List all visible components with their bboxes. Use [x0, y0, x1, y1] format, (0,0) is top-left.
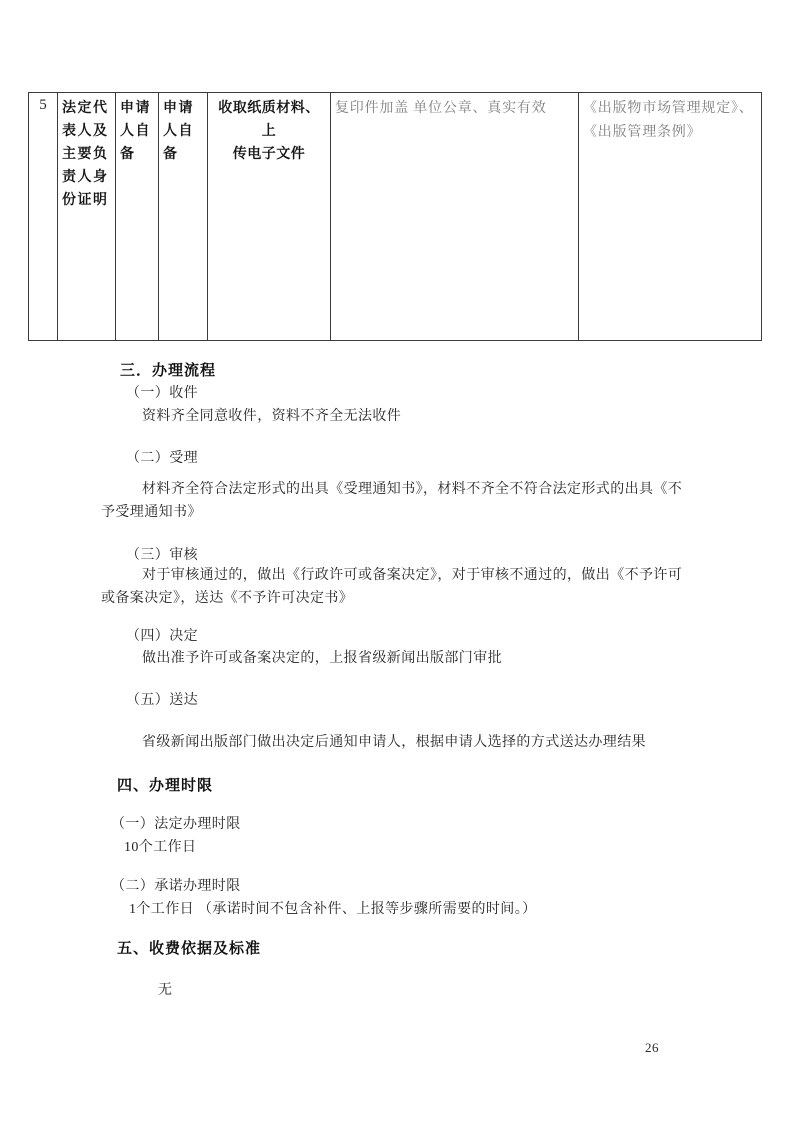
step-3-desc-line2: 或备案决定》，送达《不予许可决定书》 — [101, 591, 354, 606]
step-3-desc-line1: 对于审核通过的，做出《行政许可或备案决定》，对于审核不通过的，做出《不予许可 — [142, 568, 683, 583]
table-cell-requirement: 复印件加盖 单位公章、真实有效 — [331, 93, 579, 340]
step-2-label: （二）受理 — [126, 451, 198, 466]
collect-method-line1: 收取纸质材料、上 — [218, 99, 320, 138]
materials-table — [28, 92, 762, 341]
step-1-label: （一）收件 — [126, 386, 198, 401]
step-5-desc: 省级新闻出版部门做出决定后通知申请人，根据申请人选择的方式送达办理结果 — [142, 735, 646, 750]
section-5-title: 五、收费依据及标准 — [117, 940, 262, 957]
legal-time-limit-value: 10个工作日 — [124, 840, 197, 855]
step-2-desc-line2: 予受理通知书》 — [101, 505, 202, 520]
page-number: 26 — [645, 1040, 659, 1055]
table-cell-source-1: 申请人自备 — [116, 93, 159, 340]
table-cell-collect-method — [208, 93, 331, 340]
step-3-label: （三）审核 — [126, 548, 198, 563]
table-cell-legal-basis — [579, 93, 761, 340]
step-1-desc: 资料齐全同意收件，资料不齐全无法收件 — [142, 409, 402, 424]
step-5-label: （五）送达 — [126, 693, 198, 708]
promised-time-limit-label: （二）承诺办理时限 — [111, 879, 241, 894]
promised-time-limit-value: 1个工作日 （承诺时间不包含补件、上报等步骤所需要的时间。） — [129, 902, 537, 917]
legal-time-limit-label: （一）法定办理时限 — [111, 817, 241, 832]
fees-value: 无 — [158, 983, 173, 998]
table-cell-material-name: 法定代表人及主要负责人身份证明 — [58, 93, 116, 340]
legal-basis-line2: 《出版管理条例》 — [583, 125, 702, 140]
step-4-label: （四）决定 — [126, 629, 198, 644]
legal-basis-line1: 《出版物市场管理规定》、 — [583, 101, 754, 116]
section-4-title: 四、办理时限 — [117, 777, 214, 794]
table-cell-row-number: 5 — [29, 93, 58, 340]
section-3-title: 三．办理流程 — [120, 362, 217, 379]
step-2-desc-line1: 材料齐全符合法定形式的出具《受理通知书》，材料不齐全不符合法定形式的出具《不 — [142, 482, 683, 497]
step-4-desc: 做出准予许可或备案决定的，上报省级新闻出版部门审批 — [142, 651, 502, 666]
collect-method-line2: 传电子文件 — [232, 145, 306, 161]
table-cell-source-2: 申请人自备 — [159, 93, 208, 340]
